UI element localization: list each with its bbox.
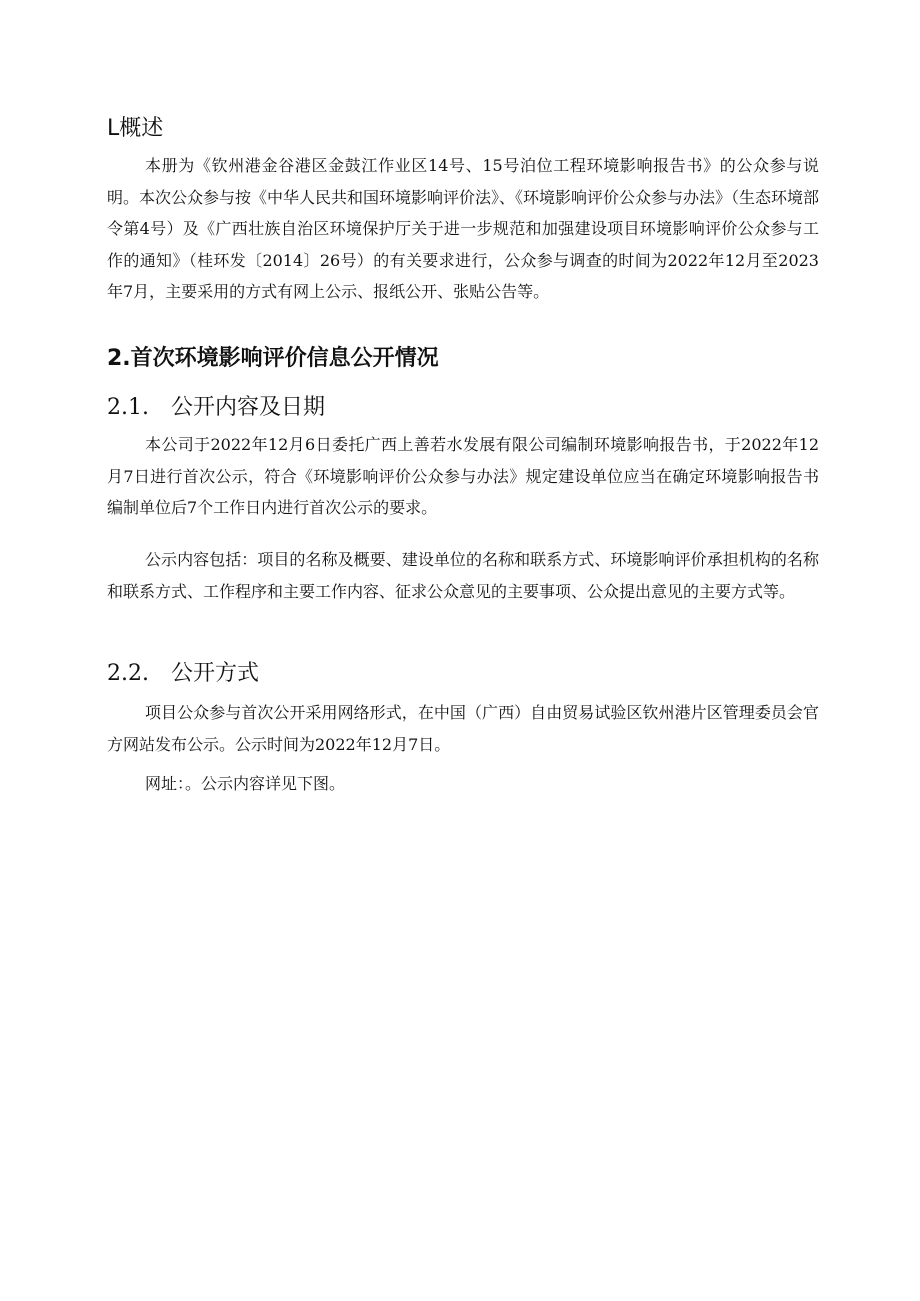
- subsection-2-1-paragraph-1: 本公司于2022年12月6日委托广西上善若水发展有限公司编制环境影响报告书，于2022年12月7日进行首次公示，符合《环境影响评价公众参与办法》规定建设单位应当在确定环境影响报告书编制单位后7个工作日内进行首次公示的要求。: [107, 435, 819, 517]
- subsection-2-2-title: 公开方式: [171, 661, 260, 686]
- section-1-heading: L概述: [107, 116, 164, 141]
- subsection-2-2-number: 2.2.: [107, 661, 149, 686]
- section-2-heading: 2.首次环境影响评价信息公开情况: [107, 346, 439, 371]
- subsection-2-1-title: 公开内容及日期: [171, 395, 326, 420]
- subsection-2-2-paragraph-1: 项目公众参与首次公开采用网络形式，在中国（广西）自由贸易试验区钦州港片区管理委员会官方网站发布公示。公示时间为2022年12月7日。: [107, 703, 819, 754]
- subsection-2-2-heading: [107, 659, 259, 689]
- subsection-2-1-number: 2.1.: [107, 395, 149, 420]
- subsection-2-2-paragraph-2: 网址：。公示内容详见下图。: [145, 774, 346, 793]
- subsection-2-1-paragraph-2: 公示内容包括：项目的名称及概要、建设单位的名称和联系方式、环境影响评价承担机构的名称和联系方式、工作程序和主要工作内容、征求公众意见的主要事项、公众提出意见的主要方式等。: [107, 550, 819, 601]
- subsection-2-1-heading: [107, 393, 325, 423]
- section-1-paragraph: 本册为《钦州港金谷港区金鼓江作业区14号、15号泊位工程环境影响报告书》的公众参与说明。本次公众参与按《中华人民共和国环境影响评价法》、《环境影响评价公众参与办法》（生态环境部令第4号）及《广西壮族自治区环境保护厅关于进一步规范和加强建设项目环境影响评价公众参与工作的通知》（桂环发〔2014〕26号）的有关要求进行，公众参与调查的时间为2022年12月至2023年7月，主要采用的方式有网上公示、报纸公开、张贴公告等。: [107, 156, 820, 301]
